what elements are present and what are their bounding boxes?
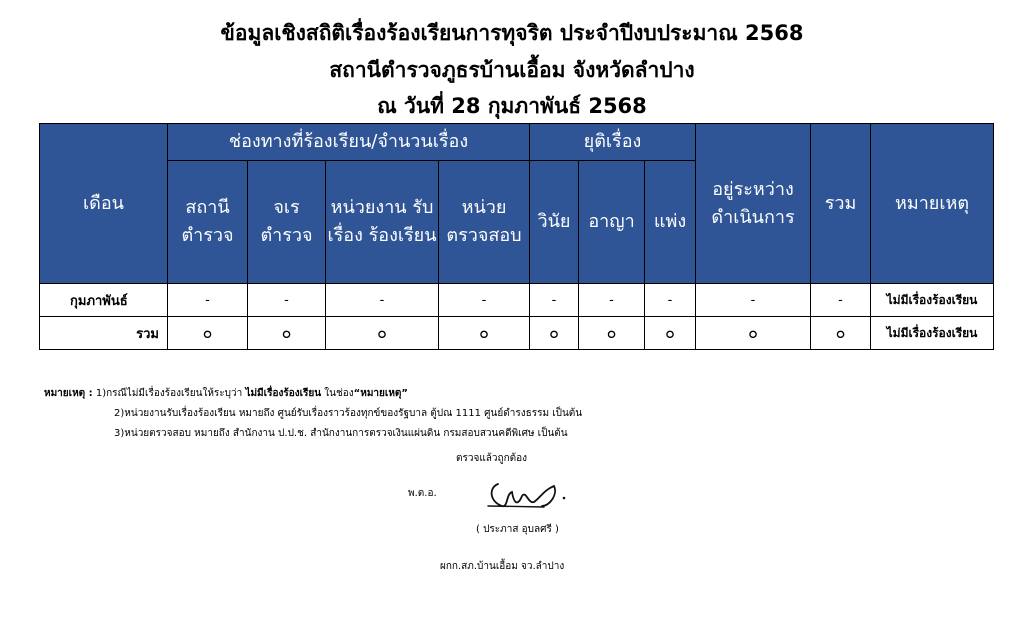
- header-criminal: อาญา: [579, 161, 645, 284]
- row-remark: ไม่มีเรื่องร้องเรียน: [871, 284, 994, 317]
- note-1-quoted: “หมายเหตุ”: [353, 388, 408, 399]
- header-in-progress: อยู่ระหว่าง ดำเนินการ: [696, 124, 811, 284]
- cell: -: [168, 284, 248, 317]
- cell: ๐: [168, 317, 248, 350]
- header-concluded: ยุติเรื่อง: [530, 124, 696, 161]
- signature-image: [484, 476, 584, 516]
- note-1: [44, 384, 582, 404]
- cell: ๐: [811, 317, 871, 350]
- note-1-mid: ในช่อง: [324, 388, 354, 399]
- station-title: สถานีตำรวจภูธรบ้านเอื้อม จังหวัดลำปาง: [329, 58, 695, 82]
- cell: -: [645, 284, 696, 317]
- header-remarks: หมายเหตุ: [871, 124, 994, 284]
- signer-rank: พ.ต.อ.: [408, 488, 437, 499]
- header-inspection-unit: หน่วย ตรวจสอบ: [439, 161, 530, 284]
- header-discipline: วินัย: [530, 161, 579, 284]
- cell: ๐: [326, 317, 439, 350]
- note-2: 2)หน่วยงานรับเรื่องร้องเรียน หมายถึง ศูนย์รับเรื่องราวร้องทุกข์ของรัฐบาล ตู้ปณ 1111 ศูนย์ดำรงธรรม เป็นต้น: [114, 408, 583, 419]
- cell: ๐: [645, 317, 696, 350]
- report-title: ข้อมูลเชิงสถิติเรื่องร้องเรียนการทุจริต ประจำปีงบประมาณ 2568: [220, 21, 804, 45]
- row-label: กุมภาพันธ์: [40, 284, 168, 317]
- note-3: 3)หน่วยตรวจสอบ หมายถึง สำนักงาน ป.ป.ช. สำนักงานการตรวจเงินแผ่นดิน กรมสอบสวนคดีพิเศษ เป็นต้น: [114, 428, 568, 439]
- header-channels: ช่องทางที่ร้องเรียน/จำนวนเรื่อง: [168, 124, 530, 161]
- cell: ๐: [248, 317, 326, 350]
- complaint-stats-table: [39, 123, 994, 350]
- cell: ๐: [439, 317, 530, 350]
- cell: -: [439, 284, 530, 317]
- notes-section: [44, 384, 582, 444]
- header-civil: แพ่ง: [645, 161, 696, 284]
- signer-name: ( ประภาส อุบลศรี ): [476, 524, 559, 535]
- header-month: เดือน: [40, 124, 168, 284]
- row-label: รวม: [40, 317, 168, 350]
- verified-text: ตรวจแล้วถูกต้อง: [456, 453, 528, 464]
- signer-position: ผกก.สภ.บ้านเอื้อม จว.ลำปาง: [440, 561, 565, 572]
- cell: -: [530, 284, 579, 317]
- cell: -: [248, 284, 326, 317]
- cell: ๐: [579, 317, 645, 350]
- cell: -: [326, 284, 439, 317]
- note-1-prefix: 1)กรณีไม่มีเรื่องร้องเรียนให้ระบุว่า: [95, 388, 243, 399]
- table-row: [40, 284, 994, 317]
- header-station: สถานี ตำรวจ: [168, 161, 248, 284]
- cell: -: [579, 284, 645, 317]
- row-remark: ไม่มีเรื่องร้องเรียน: [871, 317, 994, 350]
- as-of-date: ณ วันที่ 28 กุมภาพันธ์ 2568: [377, 94, 647, 118]
- table-row: [40, 317, 994, 350]
- header-total: รวม: [811, 124, 871, 284]
- note-1-bold: ไม่มีเรื่องร้องเรียน: [245, 388, 322, 399]
- notes-label: หมายเหตุ :: [44, 388, 93, 399]
- cell: -: [811, 284, 871, 317]
- cell: ๐: [530, 317, 579, 350]
- header-receiving-unit: หน่วยงาน รับเรื่อง ร้องเรียน: [326, 161, 439, 284]
- cell: ๐: [696, 317, 811, 350]
- cell: -: [696, 284, 811, 317]
- header-patrol: จเร ตำรวจ: [248, 161, 326, 284]
